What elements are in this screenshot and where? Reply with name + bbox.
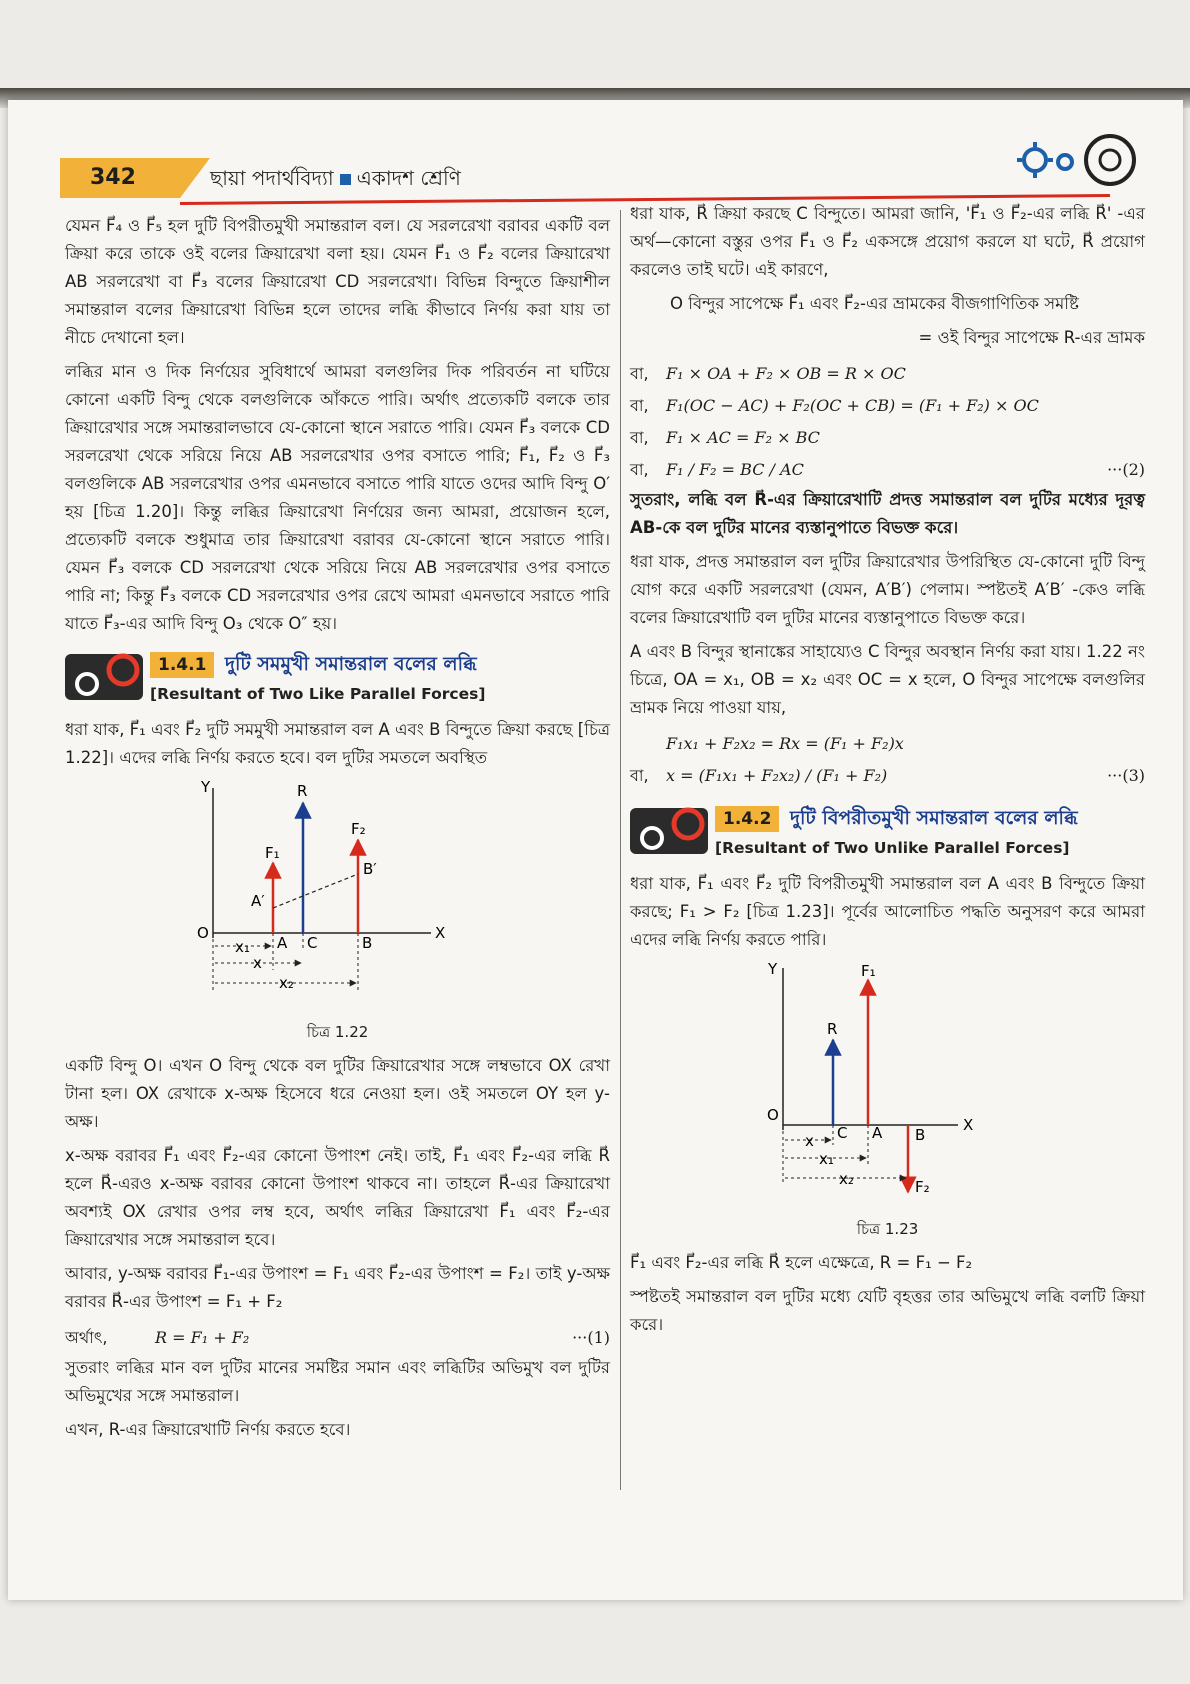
right-column — [630, 200, 1145, 1345]
fig-label: C — [836, 1124, 847, 1142]
fig-label: A — [871, 1124, 882, 1142]
fig-label: R — [826, 1020, 837, 1038]
section-heading-1-4-2 — [630, 802, 1145, 862]
section-number: 1.4.1 — [150, 652, 214, 678]
figure-1-22-diagram — [173, 778, 503, 1003]
fig-label: F₁ — [264, 844, 280, 862]
fig-label: x₂ — [278, 974, 294, 992]
square-bullet-icon — [340, 174, 351, 185]
fig-label: B — [361, 934, 372, 952]
equation-2: বা, F₁ / F₂ = BC / AC ···(2) — [630, 460, 1145, 479]
equation: বা, F₁ × OA + F₂ × OB = R × OC — [630, 364, 906, 383]
section-number: 1.4.2 — [715, 806, 779, 832]
paragraph: O বিন্দুর সাপেক্ষে F⃗₁ এবং F⃗₂-এর ভ্রামকের বীজগাণিতিক সমষ্টি — [670, 294, 1079, 313]
book-title: ছায়া পদার্থবিদ্যা — [210, 166, 334, 190]
fig-label: B′ — [362, 860, 377, 878]
fig-label: C — [306, 934, 317, 952]
class-title: একাদশ শ্রেণি — [356, 166, 461, 190]
paragraph: যেমন F⃗₄ ও F⃗₅ হল দুটি বিপরীতমুখী সমান্তরাল বল। যে সরলরেখা বরাবর একটি বল ক্রিয়া করে তাকে ওই বলের ক্রিয়ারেখা বলা হয়। যেমন F⃗₁ ও F⃗₂ বলের ক্রিয়ারেখা AB সরলরেখা বা F⃗₃ বলের ক্রিয়ারেখা CD সরলরেখা। বিভিন্ন বিন্দুতে ক্রিয়াশীল সমান্তরাল বলের ক্রিয়ারেখা বিভিন্ন হলে তাদের লব্ধি কীভাবে নির্ণয় করা যায় তা নীচে দেখানো হল। — [65, 216, 610, 347]
equation: F₁x₁ + F₂x₂ = Rx = (F₁ + F₂)x — [666, 734, 904, 753]
paragraph: ধরা যাক, প্রদত্ত সমান্তরাল বল দুটির ক্রিয়ারেখার উপরিস্থিত যে-কোনো দুটি বিন্দু যোগ করে একটি সরলরেখা (যেমন, A′B′) পেলাম। স্পষ্টতই A′B′ -কেও লব্ধি বলের ক্রিয়ারেখাটি বল দুটির মানের ব্যস্তানুপাতে বিভক্ত করে। — [630, 552, 1145, 627]
figure-1-23-diagram — [723, 960, 1053, 1200]
fig-label: Y — [767, 960, 777, 978]
fig-label: F₂ — [914, 1178, 930, 1196]
fig-label: x — [804, 1132, 814, 1150]
paragraph: A এবং B বিন্দুর স্থানাঙ্কের সাহায্যেও C বিন্দুর অবস্থান নির্ণয় করা যায়। 1.22 নং চিত্রে, OA = x₁, OB = x₂ এবং OC = x হলে, O বিন্দুর সাপেক্ষে বলগুলির ভ্রামক নিয়ে পাওয়া যায়, — [630, 642, 1145, 717]
page-number: 342 — [60, 158, 180, 198]
gear-brain-icon — [1010, 130, 1140, 190]
figure-caption: চিত্র 1.22 — [306, 1023, 369, 1041]
fig-label: x — [252, 954, 262, 972]
fig-label: R — [296, 782, 307, 800]
fig-label: B — [914, 1126, 925, 1144]
fig-label: X — [434, 924, 445, 942]
fig-label: O — [766, 1106, 779, 1124]
paragraph: আবার, y-অক্ষ বরাবর F⃗₁-এর উপাংশ = F₁ এবং F⃗₂-এর উপাংশ = F₂। তাই y-অক্ষ বরাবর R⃗-এর উপাংশ = F₁ + F₂ — [65, 1264, 610, 1311]
section-gear-icon — [65, 648, 145, 704]
paragraph: সুতরাং লব্ধির মান বল দুটির মানের সমষ্টির সমান এবং লব্ধিটির অভিমুখ বল দুটির অভিমুখের সঙ্গে সমান্তরাল। — [65, 1358, 610, 1405]
fig-label: F₂ — [350, 820, 366, 838]
paragraph: x-অক্ষ বরাবর F⃗₁ এবং F⃗₂-এর কোনো উপাংশ নেই। তাই, F⃗₁ এবং F⃗₂-এর লব্ধি R⃗ হলে R⃗-এরও x-অক্ষ বরাবর কোনো উপাংশ থাকবে না। তাহলে R⃗-এর ক্রিয়ারেখা অবশ্যই OX রেখার ওপর লম্ব হবে, অর্থাৎ লব্ধির ক্রিয়ারেখা F⃗₁ এবং F⃗₂-এর ক্রিয়ারেখার সঙ্গে সমান্তরাল হবে। — [65, 1146, 610, 1249]
section-gear-icon — [630, 802, 710, 858]
figure-1-23 — [630, 960, 1145, 1209]
fig-label: x₁ — [234, 938, 250, 956]
paragraph: এখন, R-এর ক্রিয়ারেখাটি নির্ণয় করতে হবে। — [65, 1420, 351, 1439]
figure-caption: চিত্র 1.23 — [856, 1220, 919, 1238]
fig-label: x₁ — [818, 1150, 834, 1168]
equation: বা, F₁ × AC = F₂ × BC — [630, 428, 820, 447]
paragraph: = ওই বিন্দুর সাপেক্ষে R-এর ভ্রামক — [918, 328, 1145, 347]
fig-label: Y — [200, 778, 210, 796]
paragraph: একটি বিন্দু O। এখন O বিন্দু থেকে বল দুটির ক্রিয়ারেখার সঙ্গে লম্বভাবে OX রেখা টানা হল। OX রেখাকে x-অক্ষ হিসেবে ধরে নেওয়া হল। ওই সমতলে OY হল y-অক্ষ। — [65, 1056, 610, 1131]
page-header — [60, 150, 1140, 200]
paragraph: ধরা যাক, F⃗₁ এবং F⃗₂ দুটি সমমুখী সমান্তরাল বল A এবং B বিন্দুতে ক্রিয়া করছে [চিত্র 1.22]। এদের লব্ধি নির্ণয় করতে হবে। বল দুটির সমতলে অবস্থিত — [65, 720, 610, 767]
fig-label: A′ — [250, 892, 265, 910]
section-title-english: [Resultant of Two Like Parallel Forces] — [150, 685, 486, 703]
fig-label: F₁ — [860, 962, 876, 980]
paragraph: ধরা যাক, R⃗ ক্রিয়া করছে C বিন্দুতে। আমরা জানি, 'F⃗₁ ও F⃗₂-এর লব্ধি R⃗' -এর অর্থ—কোনো বস্তুর ওপর F⃗₁ ও F⃗₂ একসঙ্গে প্রয়োগ করলে যা ঘটে, R⃗ প্রয়োগ করলেও তাই ঘটে। এই কারণে, — [630, 204, 1145, 279]
section-title: দুটি সমমুখী সমান্তরাল বলের লব্ধি — [225, 653, 477, 675]
column-divider — [620, 210, 621, 1490]
paragraph: সুতরাং, লব্ধি বল R⃗-এর ক্রিয়ারেখাটি প্রদত্ত সমান্তরাল বল দুটির মধ্যের দূরত্ব AB-কে বল দুটির মানের ব্যস্তানুপাতে বিভক্ত করে। — [630, 490, 1145, 537]
equation-1: অর্থাৎ, R = F₁ + F₂ ···(1) — [65, 1328, 610, 1347]
section-heading-1-4-1 — [65, 648, 610, 708]
paragraph: F⃗₁ এবং F⃗₂-এর লব্ধি R⃗ হলে এক্ষেত্রে, R = F₁ − F₂ — [630, 1253, 973, 1272]
section-title: দুটি বিপরীতমুখী সমান্তরাল বলের লব্ধি — [790, 807, 1078, 829]
equation: বা, F₁(OC − AC) + F₂(OC + CB) = (F₁ + F₂) × OC — [630, 396, 1039, 415]
section-title-english: [Resultant of Two Unlike Parallel Forces] — [715, 839, 1070, 857]
equation-3: বা, x = (F₁x₁ + F₂x₂) / (F₁ + F₂) ···(3) — [630, 766, 1145, 785]
line-a-prime-b-prime — [273, 874, 358, 908]
left-column — [65, 212, 610, 1450]
fig-label: A — [276, 934, 287, 952]
fig-label: X — [962, 1116, 973, 1134]
running-title — [210, 164, 461, 197]
paragraph: ধরা যাক, F⃗₁ এবং F⃗₂ দুটি বিপরীতমুখী সমান্তরাল বল A এবং B বিন্দুতে ক্রিয়া করছে; F₁ > F₂ [চিত্র 1.23]। পূর্বের আলোচিত পদ্ধতি অনুসরণ করে আমরা এদের লব্ধি নির্ণয় করতে পারি। — [630, 874, 1145, 949]
paragraph: লব্ধির মান ও দিক নির্ণয়ের সুবিধার্থে আমরা বলগুলির দিক পরিবর্তন না ঘটিয়ে কোনো একটি বিন্দু থেকে বলগুলিকে আঁকতে পারি। অর্থাৎ প্রত্যেকটি বলকে তার ক্রিয়ারেখার সঙ্গে সমান্তরালভাবে যে-কোনো স্থানে সরাতে পারি। যেমন F⃗₃ বলকে CD সরলরেখা থেকে সরিয়ে নিয়ে AB সরলরেখার ওপর বসাতে পারি; F⃗₁, F⃗₂ ও F⃗₃ বলগুলিকে AB সরলরেখার ওপর এমনভাবে বসাতে পারি যাতে ওদের আদি বিন্দু O′ হয় [চিত্র 1.20]। কিন্তু লব্ধির ক্রিয়ারেখা নির্ণয়ের জন্য আমরা, প্রয়োজন হলে, প্রত্যেকটি বলকে শুধুমাত্র তার ক্রিয়ারেখা বরাবর যে-কোনো স্থানে সরাতে পারি। যেমন F⃗₃ বলকে CD সরলরেখা থেকে সরিয়ে নিয়ে AB সরলরেখার ওপর বসাতে পারি না; কিন্তু F⃗₃ বলকে CD সরলরেখার ওপর রেখে আমরা এমনভাবে সরাতে পারি যাতে F⃗₃-এর আদি বিন্দু O₃ থেকে O″ হয়। — [65, 362, 610, 633]
figure-1-22 — [65, 778, 610, 1012]
paragraph: স্পষ্টতই সমান্তরাল বল দুটির মধ্যে যেটি বৃহত্তর তার অভিমুখে লব্ধি বলটি ক্রিয়া করে। — [630, 1287, 1145, 1334]
fig-label: O — [196, 924, 209, 942]
fig-label: x₂ — [838, 1170, 854, 1188]
